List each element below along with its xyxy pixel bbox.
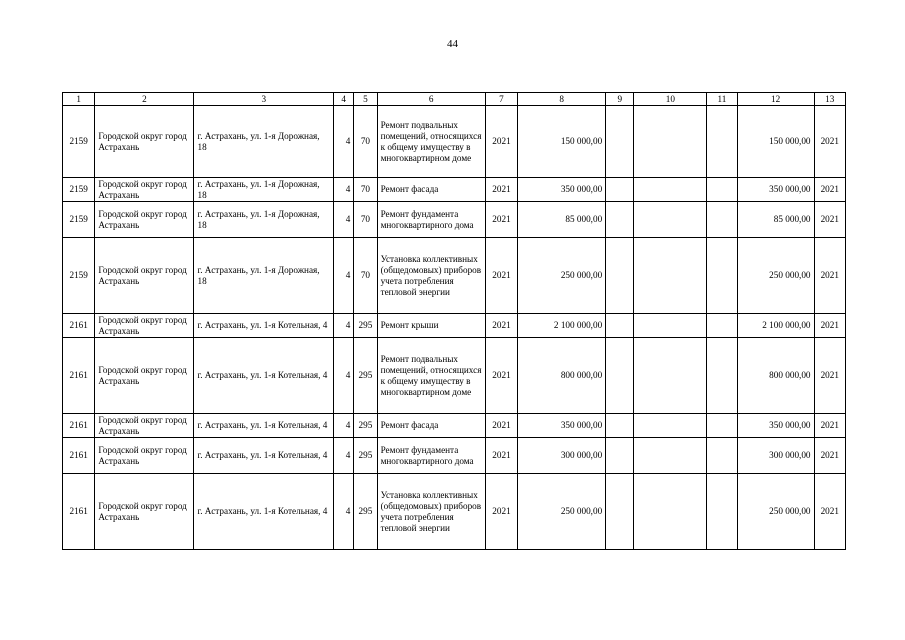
capital-repair-table [62,92,846,550]
cell-end-year: 2021 [814,202,845,238]
cell-apartments: 70 [354,106,377,178]
page-number: 44 [447,38,458,50]
cell-cost: 800 000,00 [518,338,606,414]
column-header-5: 5 [354,93,377,106]
table-row [63,338,846,414]
cell-registry-number: 2161 [63,414,95,438]
cell-cost: 2 100 000,00 [518,314,606,338]
column-header-7: 7 [485,93,517,106]
cell-col-9 [606,414,634,438]
cell-cost: 350 000,00 [518,414,606,438]
cell-address: г. Астрахань, ул. 1-я Дорожная, 18 [194,238,334,314]
cell-total-cost: 85 000,00 [737,202,814,238]
column-header-1: 1 [63,93,95,106]
cell-apartments: 70 [354,202,377,238]
cell-floors: 4 [334,202,354,238]
cell-total-cost: 150 000,00 [737,106,814,178]
cell-total-cost: 300 000,00 [737,438,814,474]
cell-col-10 [634,438,707,474]
cell-cost: 85 000,00 [518,202,606,238]
cell-col-11 [707,414,737,438]
column-header-12: 12 [737,93,814,106]
cell-registry-number: 2161 [63,338,95,414]
cell-cost: 350 000,00 [518,178,606,202]
cell-col-11 [707,178,737,202]
cell-work-type: Ремонт подвальных помещений, относящихся к общему имуществу в многоквартирном доме [377,106,485,178]
cell-col-11 [707,474,737,550]
column-header-13: 13 [814,93,845,106]
cell-start-year: 2021 [485,414,517,438]
cell-work-type: Ремонт крыши [377,314,485,338]
cell-apartments: 295 [354,474,377,550]
cell-floors: 4 [334,474,354,550]
cell-apartments: 70 [354,238,377,314]
cell-municipality: Городской округ город Астрахань [95,178,194,202]
cell-end-year: 2021 [814,438,845,474]
cell-apartments: 70 [354,178,377,202]
cell-col-10 [634,238,707,314]
cell-registry-number: 2159 [63,202,95,238]
cell-total-cost: 350 000,00 [737,178,814,202]
cell-col-11 [707,238,737,314]
cell-col-10 [634,338,707,414]
cell-total-cost: 2 100 000,00 [737,314,814,338]
cell-col-9 [606,474,634,550]
cell-municipality: Городской округ город Астрахань [95,202,194,238]
cell-floors: 4 [334,414,354,438]
cell-registry-number: 2159 [63,178,95,202]
cell-col-10 [634,202,707,238]
cell-work-type: Ремонт подвальных помещений, относящихся к общему имуществу в многоквартирном доме [377,338,485,414]
cell-end-year: 2021 [814,178,845,202]
column-number-header-row [63,93,846,106]
table-row [63,202,846,238]
cell-start-year: 2021 [485,238,517,314]
cell-registry-number: 2159 [63,106,95,178]
cell-col-11 [707,438,737,474]
cell-registry-number: 2161 [63,438,95,474]
cell-col-9 [606,314,634,338]
table-row [63,178,846,202]
cell-total-cost: 250 000,00 [737,238,814,314]
table-row [63,106,846,178]
cell-work-type: Установка коллективных (общедомовых) приборов учета потребления тепловой энергии [377,238,485,314]
cell-floors: 4 [334,106,354,178]
cell-col-9 [606,106,634,178]
cell-municipality: Городской округ город Астрахань [95,106,194,178]
cell-col-9 [606,438,634,474]
cell-col-11 [707,338,737,414]
cell-address: г. Астрахань, ул. 1-я Котельная, 4 [194,314,334,338]
cell-total-cost: 800 000,00 [737,338,814,414]
cell-address: г. Астрахань, ул. 1-я Котельная, 4 [194,438,334,474]
cell-municipality: Городской округ город Астрахань [95,474,194,550]
cell-total-cost: 350 000,00 [737,414,814,438]
cell-col-10 [634,106,707,178]
cell-floors: 4 [334,238,354,314]
cell-cost: 250 000,00 [518,238,606,314]
table-row [63,414,846,438]
table-row [63,474,846,550]
cell-col-10 [634,414,707,438]
cell-address: г. Астрахань, ул. 1-я Котельная, 4 [194,338,334,414]
cell-registry-number: 2161 [63,314,95,338]
column-header-11: 11 [707,93,737,106]
cell-start-year: 2021 [485,474,517,550]
cell-start-year: 2021 [485,314,517,338]
cell-address: г. Астрахань, ул. 1-я Дорожная, 18 [194,106,334,178]
cell-start-year: 2021 [485,106,517,178]
cell-apartments: 295 [354,338,377,414]
cell-col-9 [606,338,634,414]
column-header-10: 10 [634,93,707,106]
table-row [63,438,846,474]
cell-apartments: 295 [354,314,377,338]
cell-col-9 [606,202,634,238]
cell-end-year: 2021 [814,314,845,338]
cell-floors: 4 [334,438,354,474]
cell-work-type: Ремонт фундамента многоквартирного дома [377,202,485,238]
column-header-3: 3 [194,93,334,106]
table-row [63,238,846,314]
cell-municipality: Городской округ город Астрахань [95,314,194,338]
cell-apartments: 295 [354,414,377,438]
column-header-4: 4 [334,93,354,106]
cell-municipality: Городской округ город Астрахань [95,338,194,414]
cell-col-9 [606,238,634,314]
column-header-8: 8 [518,93,606,106]
cell-start-year: 2021 [485,202,517,238]
cell-col-11 [707,314,737,338]
cell-registry-number: 2159 [63,238,95,314]
cell-municipality: Городской округ город Астрахань [95,238,194,314]
cell-municipality: Городской округ город Астрахань [95,414,194,438]
column-header-9: 9 [606,93,634,106]
cell-end-year: 2021 [814,414,845,438]
cell-cost: 150 000,00 [518,106,606,178]
cell-col-9 [606,178,634,202]
column-header-6: 6 [377,93,485,106]
cell-municipality: Городской округ город Астрахань [95,438,194,474]
cell-end-year: 2021 [814,474,845,550]
cell-cost: 250 000,00 [518,474,606,550]
cell-start-year: 2021 [485,178,517,202]
cell-cost: 300 000,00 [518,438,606,474]
cell-total-cost: 250 000,00 [737,474,814,550]
cell-work-type: Ремонт фасада [377,414,485,438]
cell-work-type: Установка коллективных (общедомовых) приборов учета потребления тепловой энергии [377,474,485,550]
cell-address: г. Астрахань, ул. 1-я Дорожная, 18 [194,178,334,202]
cell-end-year: 2021 [814,238,845,314]
cell-end-year: 2021 [814,106,845,178]
cell-floors: 4 [334,178,354,202]
cell-col-11 [707,106,737,178]
cell-start-year: 2021 [485,338,517,414]
cell-address: г. Астрахань, ул. 1-я Котельная, 4 [194,474,334,550]
cell-floors: 4 [334,314,354,338]
cell-address: г. Астрахань, ул. 1-я Котельная, 4 [194,414,334,438]
cell-work-type: Ремонт фундамента многоквартирного дома [377,438,485,474]
column-header-2: 2 [95,93,194,106]
cell-work-type: Ремонт фасада [377,178,485,202]
cell-col-11 [707,202,737,238]
cell-col-10 [634,474,707,550]
cell-apartments: 295 [354,438,377,474]
cell-start-year: 2021 [485,438,517,474]
cell-address: г. Астрахань, ул. 1-я Дорожная, 18 [194,202,334,238]
cell-col-10 [634,314,707,338]
cell-registry-number: 2161 [63,474,95,550]
table-row [63,314,846,338]
cell-end-year: 2021 [814,338,845,414]
cell-col-10 [634,178,707,202]
cell-floors: 4 [334,338,354,414]
